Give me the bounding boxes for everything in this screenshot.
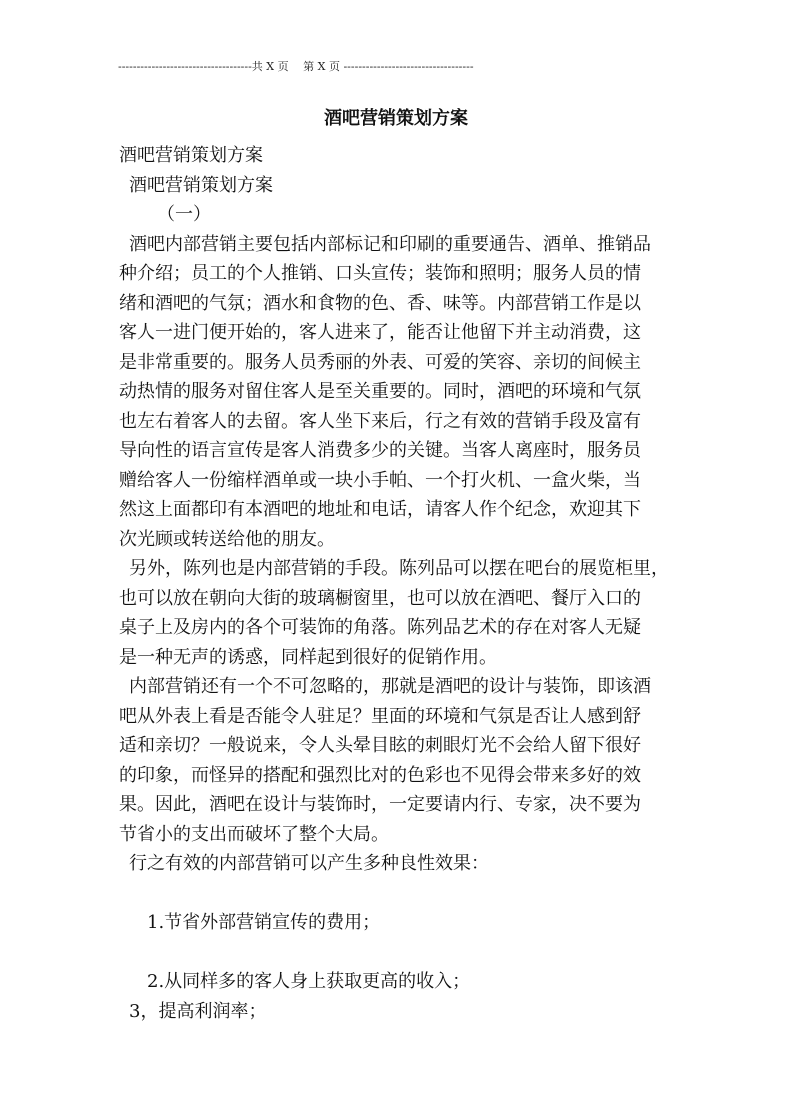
text-line: 酒吧营销策划方案 [119, 145, 263, 166]
text-line: 动热情的服务对留住客人是至关重要的。同时，酒吧的环境和气氛 [119, 381, 641, 402]
spacer [119, 938, 689, 968]
text-line: 节省小的支出而破坏了整个大局。 [119, 823, 389, 845]
text-line: 客人一进门便开始的，客人进来了，能否让他留下并主动消费，这 [119, 322, 641, 343]
text-line: 是一种无声的诱惑，同样起到很好的促销作用。 [119, 646, 497, 668]
document-title: 酒吧营销策划方案 [324, 108, 468, 129]
list-item: 1.节省外部营销宣传的费用； [147, 912, 381, 933]
paragraph-start: 内部营销还有一个不可忽略的，那就是酒吧的设计与装饰，即该酒 [129, 676, 651, 697]
text-line: 果。因此，酒吧在设计与装饰时，一定要请内行、专家，决不要为 [119, 794, 641, 815]
text-line: 次光顾或转送给他的朋友。 [119, 528, 335, 550]
text-line: 是非常重要的。服务人员秀丽的外表、可爱的笑容、亲切的间候主 [119, 351, 641, 373]
list-item: 3，提高利润率； [129, 1000, 267, 1022]
text-line: 桌子上及房内的各个可装饰的角落。陈列品艺术的存在对客人无疑 [119, 617, 641, 638]
paragraph-start: 酒吧内部营销主要包括内部标记和印刷的重要通告、酒单、推销品 [129, 233, 651, 255]
text-line: 的印象，而怪异的搭配和强烈比对的色彩也不见得会带来多好的效 [119, 764, 641, 786]
text-line: 赠给客人一份缩样酒单或一块小手帕、一个打火机、一盒火柴，当 [119, 469, 641, 491]
text-line: 也可以放在朝向大街的玻璃橱窗里，也可以放在酒吧、餐厅入口的 [119, 587, 641, 609]
text-line: 然这上面都印有本酒吧的地址和电话，请客人作个纪念，欢迎其下 [119, 499, 641, 520]
page-header: ------------------------------------共 X 页 第 X 页 ----------------------------------- [118, 60, 474, 73]
text-line: 适和亲切？一般说来，令人头晕目眩的刺眼灯光不会给人留下很好 [119, 735, 641, 756]
spacer [119, 879, 689, 909]
paragraph-start: 另外，陈列也是内部营销的手段。陈列品可以摆在吧台的展览柜里， [129, 558, 669, 579]
list-item: 2.从同样多的客人身上获取更高的收入； [147, 971, 471, 992]
text-line: 绪和酒吧的气氛；酒水和食物的色、香、味等。内部营销工作是以 [119, 292, 641, 314]
text-line: 导向性的语言宣传是客人消费多少的关键。当客人离座时，服务员 [119, 440, 641, 461]
section-marker: （一） [157, 204, 211, 225]
document-body [119, 141, 689, 1026]
paragraph-start: 行之有效的内部营销可以产生多种良性效果： [129, 853, 489, 874]
text-line: 酒吧营销策划方案 [129, 174, 273, 196]
text-line: 也左右着客人的去留。客人坐下来后，行之有效的营销手段及富有 [119, 410, 641, 432]
text-line: 吧从外表上看是否能令人驻足？里面的环境和气氛是否让人感到舒 [119, 705, 641, 727]
text-line: 种介绍；员工的个人推销、口头宣传；装饰和照明；服务人员的情 [119, 263, 641, 284]
